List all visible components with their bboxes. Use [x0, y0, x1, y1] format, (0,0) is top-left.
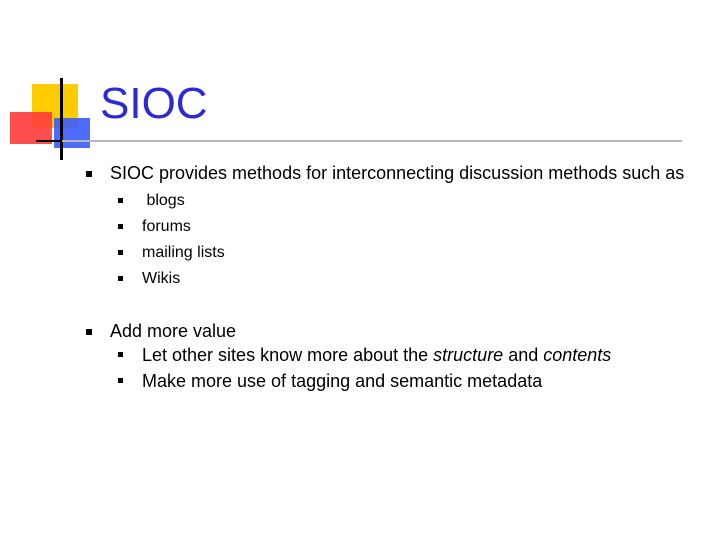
subitem-text: blogs [142, 192, 185, 209]
square-bullet-icon [86, 171, 92, 177]
subitem-mailing-lists [82, 240, 692, 266]
square-bullet-icon [118, 352, 123, 357]
subitem-emphasis-contents: contents [543, 345, 612, 365]
subitem-wikis [82, 266, 692, 292]
square-bullet-icon [118, 224, 123, 229]
subitem-text: Make more use of tagging and semantic metadata [142, 371, 543, 391]
subitem-text: Wikis [142, 270, 181, 287]
bullet-group-2 [82, 320, 692, 394]
subitem-text-part: and [503, 345, 544, 365]
square-bullet-icon [118, 198, 123, 203]
title-logo-graphic [0, 0, 110, 170]
bullet-2 [82, 320, 692, 342]
subitem-text-part: Let other sites know more about the [142, 345, 434, 365]
square-bullet-icon [86, 329, 92, 335]
subitem-other-sites [82, 342, 692, 368]
logo-vertical-line [60, 78, 63, 160]
square-bullet-icon [118, 276, 123, 281]
bullet-1 [82, 162, 692, 184]
bullet-2-sublist [82, 342, 692, 394]
title-underline [62, 140, 682, 142]
subitem-tagging [82, 368, 692, 394]
bullet-group-1 [82, 162, 692, 292]
bullet-1-sublist [82, 188, 692, 292]
square-bullet-icon [118, 378, 123, 383]
bullet-1-text: SIOC provides methods for interconnecting discussion methods such as [110, 163, 685, 183]
square-bullet-icon [118, 250, 123, 255]
subitem-text: mailing lists [142, 244, 225, 261]
bullet-2-text: Add more value [110, 321, 237, 341]
slide-content [82, 162, 692, 394]
subitem-blogs [82, 188, 692, 214]
subitem-text: forums [142, 218, 191, 235]
subitem-emphasis-structure: structure [433, 345, 504, 365]
subitem-forums [82, 214, 692, 240]
slide-title: SIOC [100, 79, 208, 128]
